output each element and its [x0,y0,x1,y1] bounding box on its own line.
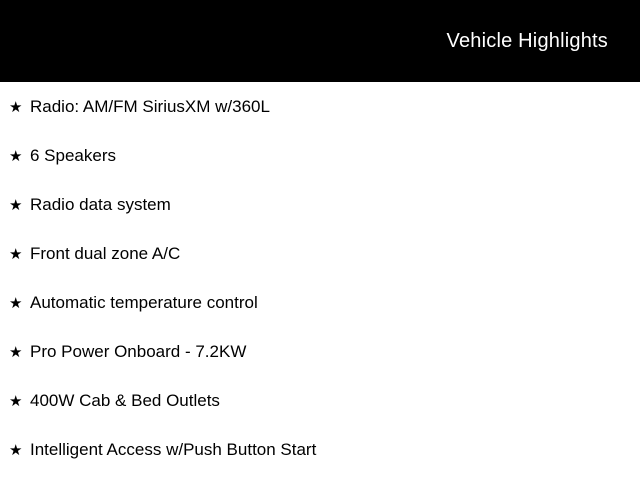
list-item [0,131,640,180]
list-item-label: 400W Cab & Bed Outlets [30,391,220,410]
list-item-label: Automatic temperature control [30,293,258,312]
list-item [0,278,640,327]
star-icon: ★ [9,99,23,116]
list-item-label: Radio data system [30,195,171,214]
star-icon: ★ [9,393,23,410]
star-icon: ★ [9,246,23,263]
list-item-label: 6 Speakers [30,146,116,165]
list-item-label: Radio: AM/FM SiriusXM w/360L [30,97,270,116]
page-title: Vehicle Highlights [446,30,608,52]
star-icon: ★ [9,344,23,361]
star-icon: ★ [9,197,23,214]
list-item [0,82,640,131]
star-icon: ★ [9,295,23,312]
list-item-label: Pro Power Onboard - 7.2KW [30,342,247,361]
header-bar [0,0,640,82]
list-item [0,180,640,229]
list-item [0,327,640,376]
list-item [0,376,640,425]
vehicle-highlights-list [0,82,640,474]
star-icon: ★ [9,148,23,165]
list-item [0,425,640,474]
list-item-label: Intelligent Access w/Push Button Start [30,440,317,459]
list-item [0,229,640,278]
list-item-label: Front dual zone A/C [30,244,181,263]
star-icon: ★ [9,442,23,459]
